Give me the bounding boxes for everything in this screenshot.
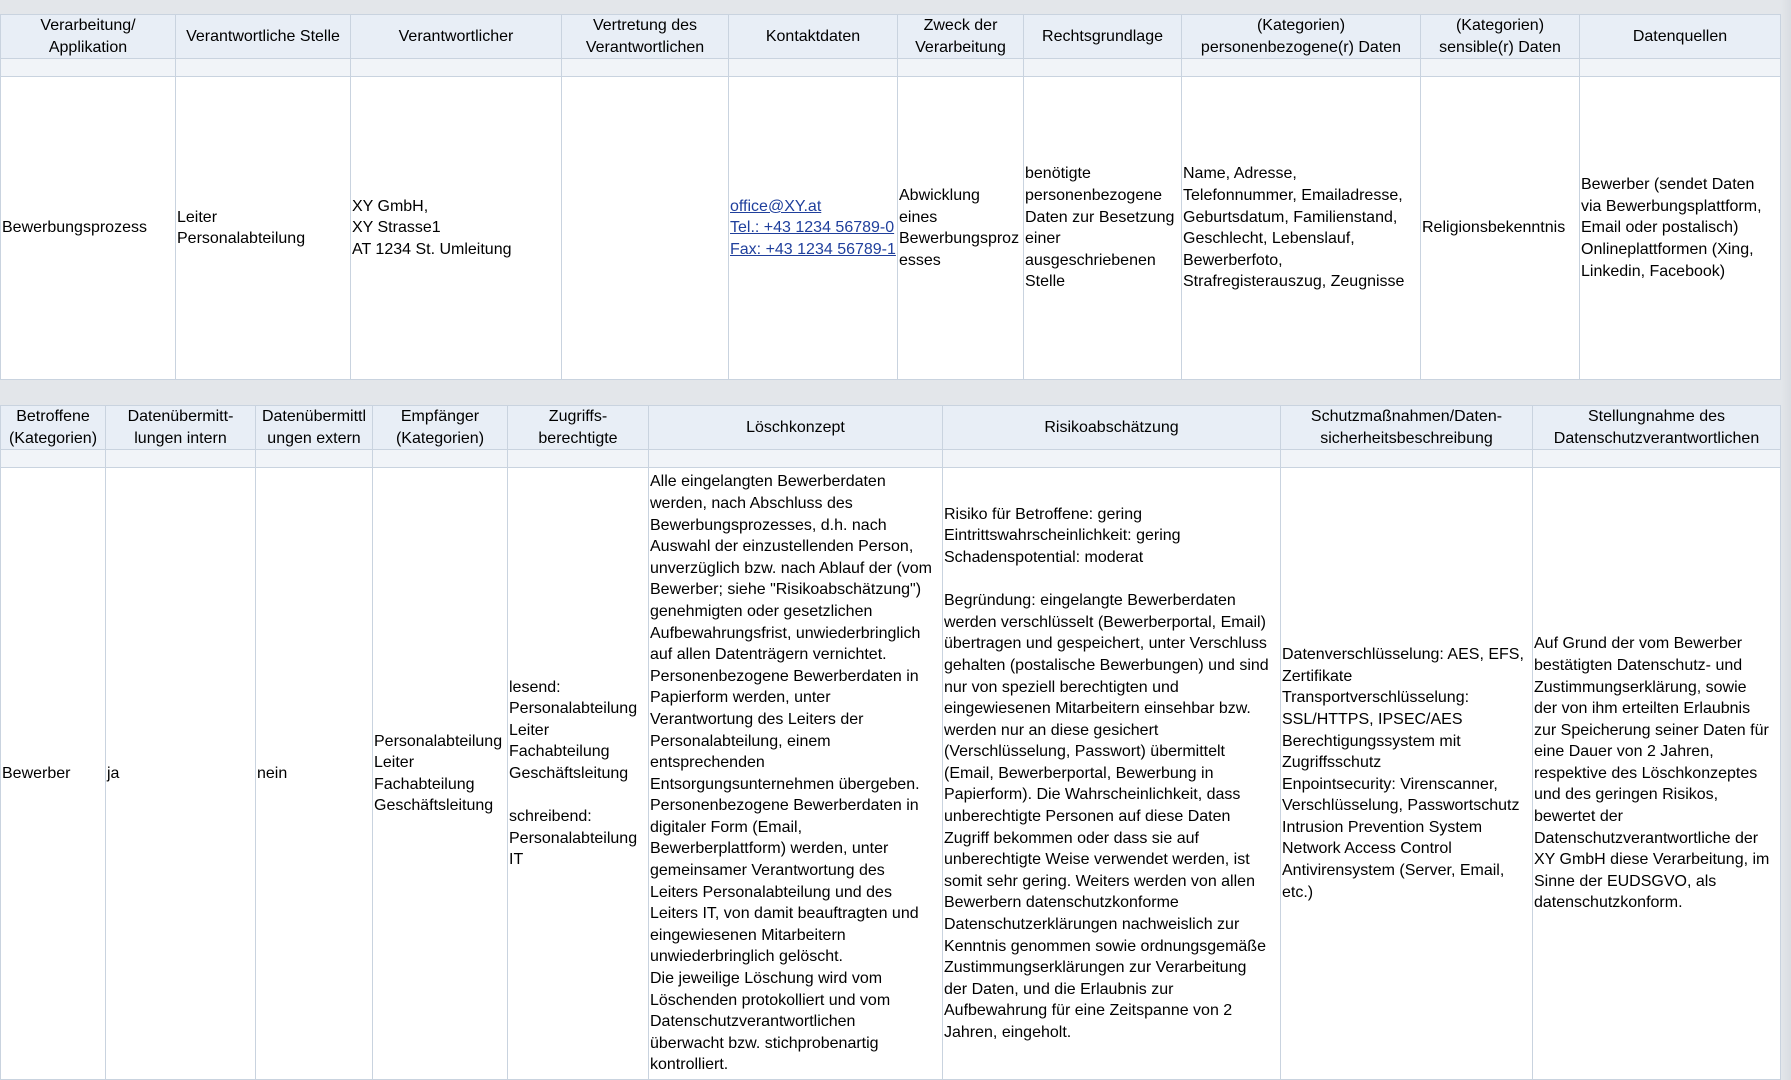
section-gap — [0, 383, 1791, 405]
spacer-cell — [1182, 59, 1421, 77]
cell-uebermittlung-extern: nein — [256, 468, 373, 1080]
processing-record-table-bottom — [0, 405, 1781, 1080]
header-verantwortlicher: Verantwortlicher — [351, 15, 562, 59]
page-edge-shadow — [1781, 0, 1791, 1080]
spacer-cell — [1024, 59, 1182, 77]
cell-zugriffsberechtigte: lesend: Personalabteilung Leiter Fachabteilung Geschäftsleitung schreibend: Personalabteilung IT — [508, 468, 649, 1080]
spacer-cell — [1281, 450, 1533, 468]
spacer-cell — [1, 59, 176, 77]
spacer-cell — [898, 59, 1024, 77]
header-datenquellen: Datenquellen — [1580, 15, 1781, 59]
spacer-cell — [1, 450, 106, 468]
spacer-cell — [351, 59, 562, 77]
header-verantwortliche-stelle: Verantwortliche Stelle — [176, 15, 351, 59]
spacer-cell — [1580, 59, 1781, 77]
spacer-cell — [508, 450, 649, 468]
spacer-cell — [176, 59, 351, 77]
cell-datenquellen: Bewerber (sendet Daten via Bewerbungsplattform, Email oder postalisch) Onlineplattformen (Xing, Linkedin, Facebook) — [1580, 77, 1781, 380]
cell-loeschkonzept: Alle eingelangten Bewerberdaten werden, nach Abschluss des Bewerbungsprozesses, d.h. nach Auswahl der einzustellenden Person, unverzüglich bzw. nach Ablauf der (vom Bewerber; siehe "Risikoabschätzung") genehmigten oder gesetzlichen Aufbewahrungsfrist, unwiederbringlich auf allen Datenträgern vernichtet. Personenbezogene Bewerberdaten in Papierform werden, unter Verantwortung des Leiters der Personalabteilung, einem entsprechenden Entsorgungsunternehmen übergeben. Personenbezogene Bewerberdaten in digitaler Form (Email, Bewerberplattform) werden, unter gemeinsamer Verantwortung des Leiters Personalabteilung und des Leiters IT, von damit beauftragten und eingewiesenen Mitarbeitern unwiederbringlich gelöscht. Die jeweilige Löschung wird vom Löschenden protokolliert und vom Datenschutzverantwortlichen überwacht bzw. stichprobenartig kontrolliert. — [649, 468, 943, 1080]
cell-sensible-daten: Religionsbekenntnis — [1421, 77, 1580, 380]
cell-empfaenger: Personalabteilung Leiter Fachabteilung Geschäftsleitung — [373, 468, 508, 1080]
header-uebermittlung-intern: Datenübermitt- lungen intern — [106, 406, 256, 450]
table-row — [1, 468, 1781, 1080]
table-row — [1, 77, 1781, 380]
spacer-row — [1, 450, 1781, 468]
cell-schutzmassnahmen: Datenverschlüsselung: AES, EFS, Zertifikate Transportverschlüsselung: SSL/HTTPS, IPSEC/AES Berechtigungssystem mit Zugriffsschutz Enpointsecurity: Virenscanner, Verschlüsselung, Passwortschutz Intrusion Prevention System Network Access Control Antivirensystem (Server, Email, etc.) — [1281, 468, 1533, 1080]
cell-personenbezogene-daten: Name, Adresse, Telefonnummer, Emailadresse, Geburtsdatum, Familienstand, Geschlecht, Lebenslauf, Bewerberfoto, Strafregisterauszug, Zeugnisse — [1182, 77, 1421, 380]
header-betroffene: Betroffene (Kategorien) — [1, 406, 106, 450]
cell-uebermittlung-intern: ja — [106, 468, 256, 1080]
spacer-cell — [106, 450, 256, 468]
header-zweck: Zweck der Verarbeitung — [898, 15, 1024, 59]
spacer-cell — [729, 59, 898, 77]
header-row — [1, 15, 1781, 59]
processing-record-table-top — [0, 14, 1781, 380]
email-link[interactable]: office@XY.at — [730, 197, 822, 215]
spacer-cell — [649, 450, 943, 468]
header-stellungnahme: Stellungnahme des Datenschutzverantwortlichen — [1533, 406, 1781, 450]
spacer-cell — [373, 450, 508, 468]
phone-link[interactable]: Tel.: +43 1234 56789-0 — [730, 219, 895, 237]
header-zugriffsberechtigte: Zugriffs- berechtigte — [508, 406, 649, 450]
cell-stellungnahme: Auf Grund der vom Bewerber bestätigten Datenschutz- und Zustimmungserklärung, sowie der von ihm erteilten Erlaubnis zur Speicherung seiner Daten für eine Dauer von 2 Jahren, respektive des Löschkonzeptes und des geringen Risikos, bewertet der Datenschutzverantwortliche der XY GmbH diese Verarbeitung, im Sinne der EUDSGVO, als datenschutzkonform. — [1533, 468, 1781, 1080]
cell-verantwortliche-stelle: Leiter Personalabteilung — [176, 77, 351, 380]
header-vertretung: Vertretung des Verantwortlichen — [562, 15, 729, 59]
cell-rechtsgrundlage: benötigte personenbezogene Daten zur Besetzung einer ausgeschriebenen Stelle — [1024, 77, 1182, 380]
spacer-cell — [943, 450, 1281, 468]
spacer-cell — [1533, 450, 1781, 468]
header-kontaktdaten: Kontaktdaten — [729, 15, 898, 59]
cell-vertretung — [562, 77, 729, 380]
cell-kontaktdaten — [729, 77, 898, 380]
cell-zweck: Abwicklung eines Bewerbungsproz esses — [898, 77, 1024, 380]
header-verarbeitung: Verarbeitung/ Applikation — [1, 15, 176, 59]
header-loeschkonzept: Löschkonzept — [649, 406, 943, 450]
cell-risikoabschaetzung: Risiko für Betroffene: gering Eintrittswahrscheinlichkeit: gering Schadenspotential: moderat Begründung: eingelangte Bewerberdaten werden verschlüsselt (Bewerberportal, Email) übertragen und gespeichert, unter Verschluss gehalten (postalische Bewerbungen) und sind nur von speziell berechtigten und eingewiesenen Mitarbeitern einsehbar bzw. werden nur an diese gesichert (Verschlüsselung, Passwort) übermittelt (Email, Bewerberportal, Bewerbung in Papierform). Die Wahrscheinlichkeit, dass unberechtigte Personen auf diese Daten Zugriff bekommen oder dass sie auf unberechtigte Weise verwendet werden, ist somit sehr gering. Weiters werden von allen Bewerbern datenschutzkonforme Datenschutzerklärungen nachweislich zur Kenntnis genommen sowie ordnungsgemäße Zustimmungserklärungen zur Verarbeitung der Daten, und die Erlaubnis zur Aufbewahrung für eine Zeitspanne von 2 Jahren, eingeholt. — [943, 468, 1281, 1080]
spacer-cell — [1421, 59, 1580, 77]
header-sensible-daten: (Kategorien) sensible(r) Daten — [1421, 15, 1580, 59]
cell-verarbeitung: Bewerbungsprozess — [1, 77, 176, 380]
fax-link[interactable]: Fax: +43 1234 56789-1 — [730, 240, 896, 258]
header-schutzmassnahmen: Schutzmaßnahmen/Daten- sicherheitsbeschreibung — [1281, 406, 1533, 450]
header-rechtsgrundlage: Rechtsgrundlage — [1024, 15, 1182, 59]
spacer-row — [1, 59, 1781, 77]
header-empfaenger: Empfänger (Kategorien) — [373, 406, 508, 450]
spacer-cell — [256, 450, 373, 468]
cell-verantwortlicher: XY GmbH, XY Strasse1 AT 1234 St. Umleitung — [351, 77, 562, 380]
header-row — [1, 406, 1781, 450]
cell-betroffene: Bewerber — [1, 468, 106, 1080]
spacer-cell — [562, 59, 729, 77]
header-uebermittlung-extern: Datenübermittl ungen extern — [256, 406, 373, 450]
header-risikoabschaetzung: Risikoabschätzung — [943, 406, 1281, 450]
header-personenbezogene-daten: (Kategorien) personenbezogene(r) Daten — [1182, 15, 1421, 59]
